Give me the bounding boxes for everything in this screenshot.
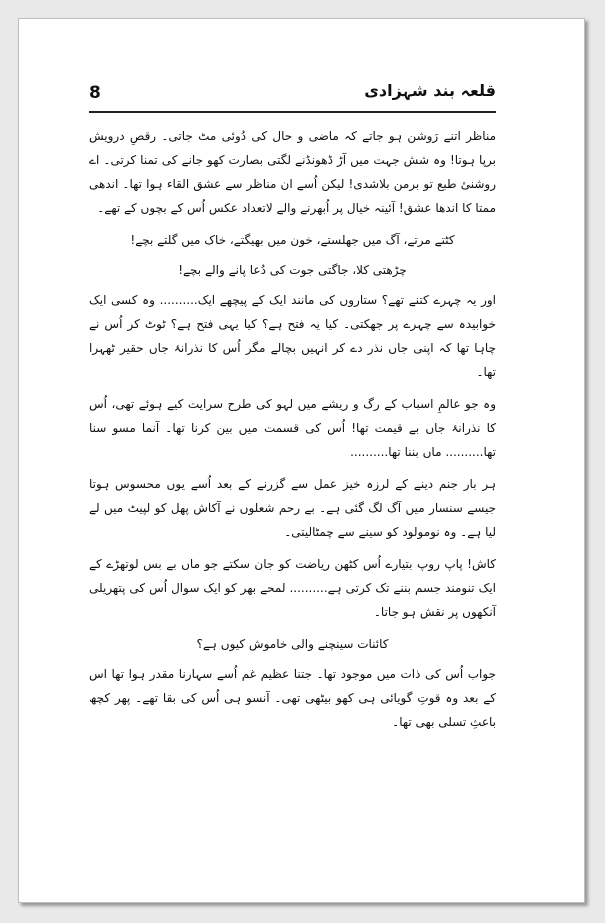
verse-line: کٹتے مرتے، آگ میں جھلستے، خون میں بھیگتے، خاک میں گلتے بچے! [130, 233, 455, 247]
page-header [89, 81, 496, 113]
paragraph: جواب اُس کی ذات میں موجود تھا۔ جتنا عظیم غم اُسے سہارنا مقدر ہوا تھا اس کے بعد وہ قوتِ گویائی ہی کھو بیٹھی تھی۔ آنسو ہی اُس کی بقا تھے۔ پھر کچھ باعثِ تسلی بھی تھا۔ [89, 667, 496, 729]
question-line: کائنات سینچنے والی خاموش کیوں ہے؟ [196, 637, 389, 651]
running-title: قلعہ بند شہزادی [364, 81, 496, 100]
paragraph: ہر بار جنم دینے کے لرزہ خیز عمل سے گزرنے کے بعد اُسے یوں محسوس ہوتا جیسے سنسار میں آگ لگ گئی ہے۔ بے رحم شعلوں نے آکاش پھل کو لپیٹ میں لے لیا ہے۔ وہ نومولود کو سینے سے چمٹالیتی۔ [89, 477, 496, 539]
paragraph: وہ جو عالمِ اسباب کے رگ و ریشے میں لہو کی طرح سرایت کیے ہوئے تھی، اُس کا نذرانۂ جاں بے قیمت تھا! اُس کی قسمت میں بین کرنا تھا۔ آنما مسو سنا تھا.......... ماں بننا تھا.......... [89, 397, 496, 459]
page-body [89, 124, 496, 742]
book-page [18, 18, 585, 903]
page-number: 8 [89, 83, 101, 103]
paragraph: کاش! پاپ روپ بتیارے اُس کٹھن ریاضت کو جان سکتے جو ماں بے بس لوتھڑے کے ایک تنومند جسم بننے تک کرتی ہے.......... لمحے بھر کو ایک سوال اُس کی پتھریلی آنکھوں پر نقش ہو جاتا۔ [89, 557, 496, 619]
paragraph: اور یہ چہرے کتنے تھے؟ ستاروں کی مانند ایک کے پیچھے ایک.......... وہ کسی ایک خوابیدہ سے چہرے پر جھکتی۔ کیا یہ فتح ہے؟ کیا یہی فتح ہے؟ ٹوٹ کر اُس نے چاہا تھا کہ اپنی جاں نذر دے کر انہیں بچالے مگر اُس کا نذرانۂ جاں حقیر ٹھہرا تھا۔ [89, 293, 496, 379]
paragraph: مناظر اتنے رَوشن ہو جاتے کہ ماضی و حال کی دُوئی مٹ جاتی۔ رقصِ درویش برپا ہوتا! وہ شش جہت میں آڑ ڈھونڈنے لگتی بصارت کھو جانے کی تمنا کرتی۔ اے روشنیٔ طبع تو برمن بلاشدی! لیکن اُسے ان مناظر سے عشق القاء ہوا تھا۔ اندھی ممتا کا اندھا عشق! آئینہ خیال پر اُبھرنے والے لاتعداد عکس اُس کے بچوں کے تھے۔ [89, 129, 496, 215]
verse-line: چڑھتی کلا، جاگتی جوت کی دُعا پانے والے بچے! [178, 263, 407, 277]
